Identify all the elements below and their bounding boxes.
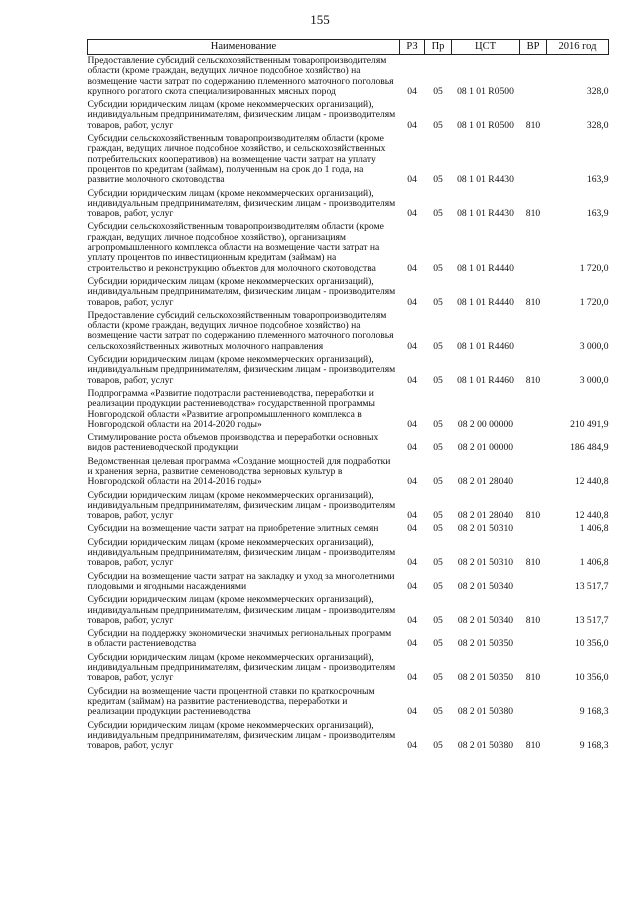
row-rz: 04 — [407, 262, 417, 274]
row-vr: 810 — [525, 614, 541, 626]
row-cst: 08 1 01 R4460 — [457, 340, 514, 352]
row-cst: 08 2 00 00000 — [457, 418, 514, 430]
row-pr: 05 — [433, 614, 443, 626]
table-row — [88, 592, 609, 626]
row-vr — [520, 684, 547, 718]
row-rz: 04 — [407, 614, 417, 626]
row-amount: 328,0 — [586, 85, 609, 97]
row-amount: 12 440,8 — [574, 510, 609, 522]
table-row — [88, 650, 609, 684]
column-header-cst: ЦСТ — [452, 40, 520, 55]
table-row — [88, 131, 609, 185]
row-pr: 05 — [433, 85, 443, 97]
row-name: Субсидии юридическим лицам (кроме некоммерческих организаций), индивидуальным предпринимателям, физическим лицам - производителям товаров, работ, услуг — [87, 354, 396, 386]
row-name: Субсидии на поддержку экономически значимых региональных программ в области растениеводства — [87, 628, 392, 650]
column-header-pr: Пр — [425, 40, 452, 55]
row-vr: 810 — [525, 557, 541, 569]
row-vr: 810 — [525, 119, 541, 131]
budget-table — [87, 39, 609, 751]
row-amount: 163,9 — [586, 174, 609, 186]
row-pr: 05 — [433, 418, 443, 430]
row-name: Субсидии юридическим лицам (кроме некоммерческих организаций), индивидуальным предпринимателям, физическим лицам - производителям товаров, работ, услуг — [87, 594, 396, 626]
row-cst: 08 2 01 50380 — [457, 740, 514, 752]
row-rz: 04 — [407, 374, 417, 386]
row-name: Предоставление субсидий сельскохозяйственным товаропроизводителям области (кроме граждан, ведущих личное подсобное хозяйство) на возмещение части затрат по содержанию племенного маточного поголовья сельскохозяйственных животных молочного направления — [87, 309, 394, 352]
row-name: Субсидии юридическим лицам (кроме некоммерческих организаций), индивидуальным предпринимателям, физическим лицам - производителям товаров, работ, услуг — [87, 489, 396, 522]
row-rz: 04 — [407, 174, 417, 186]
row-pr: 05 — [433, 638, 443, 650]
page-number: 155 — [310, 12, 330, 27]
row-amount: 1 406,8 — [579, 557, 609, 569]
row-pr: 05 — [433, 740, 443, 752]
row-rz: 04 — [407, 523, 417, 535]
row-vr — [520, 521, 547, 534]
table-row — [88, 684, 609, 718]
row-cst: 08 2 01 50340 — [457, 580, 514, 592]
row-vr — [520, 308, 547, 352]
row-name: Субсидии юридическим лицам (кроме некоммерческих организаций), индивидуальным предпринимателям, физическим лицам - производителям товаров, работ, услуг — [87, 536, 396, 569]
table-row — [88, 219, 609, 273]
table-row — [88, 55, 609, 98]
row-name: Субсидии юридическим лицам (кроме некоммерческих организаций), индивидуальным предпринимателям, физическим лицам - производителям товаров, работ, услуг — [87, 651, 396, 684]
row-cst: 08 1 01 R4460 — [457, 374, 514, 386]
row-cst: 08 2 01 50310 — [457, 523, 514, 535]
row-amount: 163,9 — [586, 208, 609, 220]
row-rz: 04 — [407, 442, 417, 454]
row-cst: 08 2 01 50350 — [457, 638, 514, 650]
row-pr: 05 — [433, 580, 443, 592]
row-pr: 05 — [433, 706, 443, 718]
row-amount: 3 000,0 — [579, 340, 609, 352]
row-rz: 04 — [407, 85, 417, 97]
row-pr: 05 — [433, 374, 443, 386]
row-cst: 08 1 01 R0500 — [457, 119, 514, 131]
row-vr: 810 — [525, 672, 541, 684]
row-rz: 04 — [407, 706, 417, 718]
row-cst: 08 1 01 R0500 — [457, 85, 514, 97]
row-pr: 05 — [433, 510, 443, 522]
row-name: Субсидии сельскохозяйственным товаропроизводителям области (кроме граждан, ведущих личное подсобное хозяйство, и сельскохозяйственных потребительских кооперативов) на возмещение части затрат на уплату процентов по кредитам (займам), полученным на срок до 1 года, на развитие молочного скотоводства — [87, 133, 386, 186]
row-vr: 810 — [525, 740, 541, 752]
row-cst: 08 1 01 R4440 — [457, 296, 514, 308]
column-header-rz: РЗ — [400, 40, 425, 55]
table-row — [88, 535, 609, 569]
row-pr: 05 — [433, 476, 443, 488]
row-name: Субсидии юридическим лицам (кроме некоммерческих организаций), индивидуальным предпринимателям, физическим лицам - производителям товаров, работ, услуг — [87, 187, 396, 220]
row-vr: 810 — [525, 208, 541, 220]
row-pr: 05 — [433, 523, 443, 535]
row-cst: 08 2 01 00000 — [457, 442, 514, 454]
row-name: Субсидии юридическим лицам (кроме некоммерческих организаций), индивидуальным предпринимателям, физическим лицам - производителям товаров, работ, услуг — [87, 719, 396, 752]
row-pr: 05 — [433, 296, 443, 308]
row-vr — [520, 626, 547, 650]
row-cst: 08 2 01 28040 — [457, 476, 514, 488]
row-pr: 05 — [433, 442, 443, 454]
row-rz: 04 — [407, 672, 417, 684]
table-row — [88, 274, 609, 308]
row-pr: 05 — [433, 208, 443, 220]
row-amount: 210 491,9 — [570, 418, 609, 430]
row-vr — [520, 569, 547, 593]
table-row — [88, 186, 609, 220]
table-row — [88, 97, 609, 131]
row-rz: 04 — [407, 296, 417, 308]
row-cst: 08 1 01 R4440 — [457, 262, 514, 274]
row-cst: 08 1 01 R4430 — [457, 174, 514, 186]
row-amount: 12 440,8 — [574, 476, 609, 488]
row-rz: 04 — [407, 119, 417, 131]
row-pr: 05 — [433, 340, 443, 352]
row-vr — [520, 430, 547, 454]
row-rz: 04 — [407, 580, 417, 592]
row-vr: 810 — [525, 296, 541, 308]
row-amount: 3 000,0 — [579, 374, 609, 386]
row-name: Субсидии юридическим лицам (кроме некоммерческих организаций), индивидуальным предпринимателям, физическим лицам - производителям товаров, работ, услуг — [87, 99, 396, 131]
table-row — [88, 569, 609, 593]
table-header — [88, 40, 609, 55]
row-cst: 08 2 01 28040 — [457, 510, 514, 522]
row-rz: 04 — [407, 476, 417, 488]
row-rz: 04 — [407, 638, 417, 650]
row-amount: 9 168,3 — [579, 740, 609, 752]
row-rz: 04 — [407, 740, 417, 752]
row-vr — [520, 55, 547, 98]
row-amount: 1 720,0 — [579, 262, 609, 274]
row-amount: 328,0 — [586, 119, 609, 131]
row-amount: 9 168,3 — [579, 706, 609, 718]
table-row — [88, 430, 609, 454]
row-amount: 1 406,8 — [579, 523, 609, 535]
row-amount: 1 720,0 — [579, 296, 609, 308]
row-amount: 10 356,0 — [574, 638, 609, 650]
row-name: Субсидии сельскохозяйственным товаропроизводителям области (кроме граждан, ведущих личное подсобное хозяйство), организациям агропромышленного комплекса области на возмещение части затрат на уплату процентов по инвестиционным кредитам (займам) на строительство и реконструкцию объектов для молочного скотоводства — [87, 221, 384, 274]
column-header-year: 2016 год — [547, 40, 609, 55]
table-row — [88, 521, 609, 534]
row-rz: 04 — [407, 340, 417, 352]
row-name: Стимулирование роста объемов производства и переработки основных видов растениеводческой продукции — [87, 432, 379, 454]
table-row — [88, 718, 609, 752]
table-row — [88, 308, 609, 352]
row-amount: 186 484,9 — [570, 442, 609, 454]
row-pr: 05 — [433, 672, 443, 684]
row-cst: 08 2 01 50340 — [457, 614, 514, 626]
row-cst: 08 1 01 R4430 — [457, 208, 514, 220]
table-row — [88, 626, 609, 650]
row-vr — [520, 219, 547, 273]
row-vr: 810 — [525, 374, 541, 386]
row-rz: 04 — [407, 510, 417, 522]
column-header-name: Наименование — [88, 40, 400, 55]
row-name: Субсидии юридическим лицам (кроме некоммерческих организаций), индивидуальным предпринимателям, физическим лицам - производителям товаров, работ, услуг — [87, 275, 396, 308]
column-header-vr: ВР — [520, 40, 547, 55]
table-body — [88, 55, 609, 752]
row-rz: 04 — [407, 208, 417, 220]
table-row — [88, 488, 609, 522]
row-name: Субсидии на возмещение части затрат на закладку и уход за многолетними плодовыми и ягодными насаждениями — [87, 570, 395, 592]
row-vr — [520, 454, 547, 488]
row-pr: 05 — [433, 557, 443, 569]
row-name: Ведомственная целевая программа «Создание мощностей для подработки и хранения зерна, развитие семеноводства зерновых культур в Новгородской области на 2014-2016 годы» — [87, 455, 391, 488]
row-cst: 08 2 01 50310 — [457, 557, 514, 569]
row-name: Субсидии на возмещение части процентной ставки по краткосрочным кредитам (займам) на развитие растениеводства, переработки и реализации продукции растениеводства — [87, 685, 375, 718]
row-cst: 08 2 01 50380 — [457, 706, 514, 718]
row-pr: 05 — [433, 119, 443, 131]
row-cst: 08 2 01 50350 — [457, 672, 514, 684]
row-amount: 13 517,7 — [574, 580, 609, 592]
row-name: Предоставление субсидий сельскохозяйственным товаропроизводителям области (кроме граждан, ведущих личное подсобное хозяйство) на возмещение части затрат по содержанию племенного маточного поголовья крупного рогатого скота специализированных мясных пород — [87, 55, 394, 97]
row-vr — [520, 131, 547, 185]
row-pr: 05 — [433, 174, 443, 186]
row-vr: 810 — [525, 510, 541, 522]
row-name: Подпрограмма «Развитие подотрасли растениеводства, переработки и реализации продукции растениеводства» государственной программы Новгородской области «Развитие агропромышленного комплекса в Новгородской области на 2014-2020 годы» — [87, 387, 375, 430]
table-row — [88, 454, 609, 488]
row-amount: 10 356,0 — [574, 672, 609, 684]
row-pr: 05 — [433, 262, 443, 274]
row-name: Субсидии на возмещение части затрат на приобретение элитных семян — [87, 523, 379, 535]
row-amount: 13 517,7 — [574, 614, 609, 626]
row-vr — [520, 386, 547, 430]
table-row — [88, 386, 609, 430]
row-rz: 04 — [407, 418, 417, 430]
row-rz: 04 — [407, 557, 417, 569]
table-row — [88, 352, 609, 386]
